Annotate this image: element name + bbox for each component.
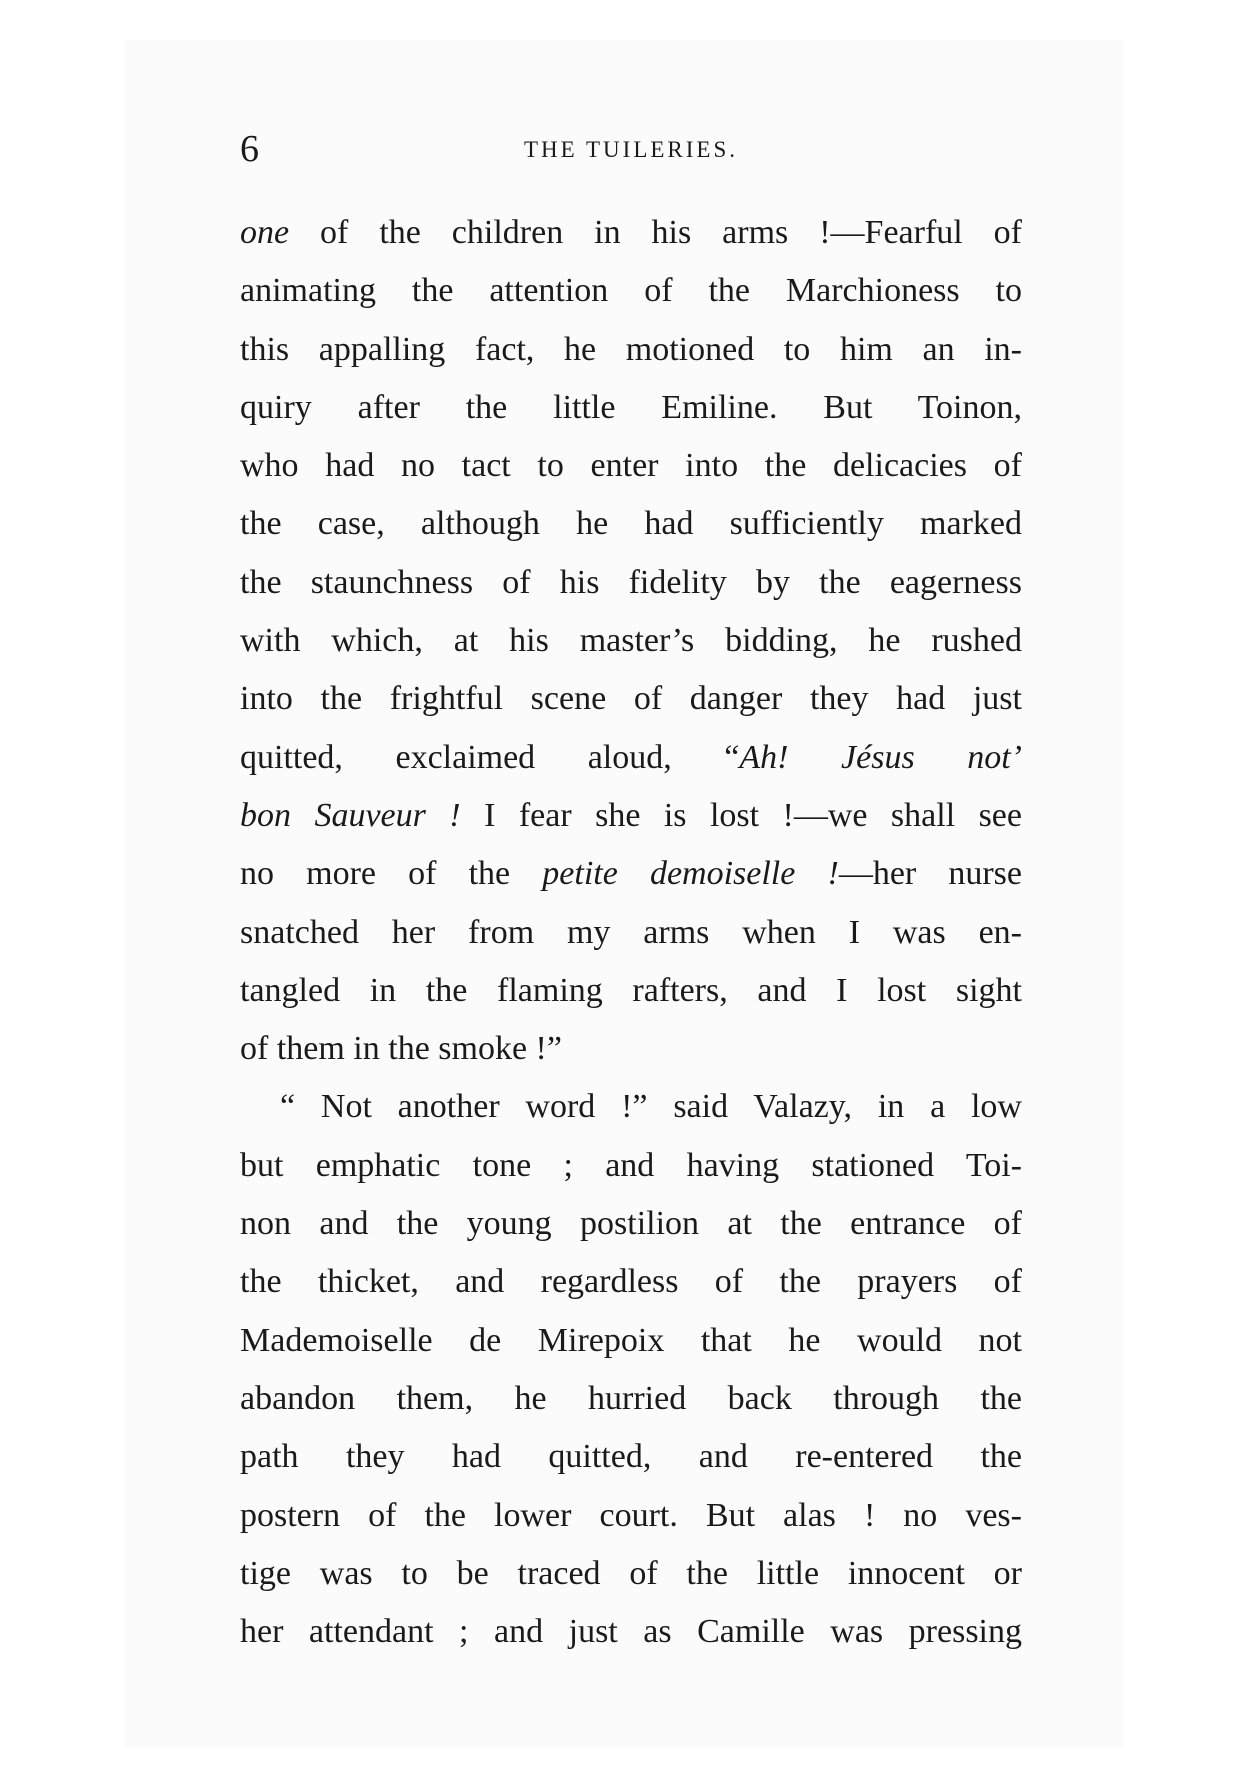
text-line: this appalling fact, he motioned to him an in- bbox=[240, 330, 1022, 368]
text-line: bon Sauveur ! I fear she is lost !—we shall see bbox=[240, 796, 1022, 834]
body-text bbox=[240, 204, 1022, 1661]
running-head: THE TUILERIES. bbox=[523, 137, 739, 162]
text-line: the staunchness of his fidelity by the eagerness bbox=[240, 563, 1022, 601]
text-line: abandon them, he hurried back through the bbox=[240, 1379, 1022, 1417]
page-header bbox=[240, 124, 1022, 174]
text-line: one of the children in his arms !—Fearful of bbox=[240, 214, 1022, 251]
text-line: of them in the smoke !” bbox=[240, 1030, 562, 1068]
text-line: her attendant ; and just as Camille was pressing bbox=[240, 1613, 1022, 1651]
text-line: “ Not another word !” said Valazy, in a low bbox=[280, 1088, 1022, 1126]
text-line: into the frightful scene of danger they had just bbox=[240, 680, 1022, 718]
text-line: non and the young postilion at the entrance of bbox=[240, 1205, 1022, 1243]
text-line: no more of the petite demoiselle !—her nurse bbox=[240, 855, 1022, 893]
text-line: who had no tact to enter into the delicacies of bbox=[240, 447, 1022, 485]
text-line: the thicket, and regardless of the prayers of bbox=[240, 1263, 1022, 1301]
page-number: 6 bbox=[240, 128, 259, 170]
text-line: path they had quitted, and re-entered the bbox=[240, 1438, 1022, 1476]
text-line: postern of the lower court. But alas ! no ves- bbox=[240, 1496, 1022, 1534]
text-line: quiry after the little Emiline. But Toinon, bbox=[240, 388, 1022, 426]
text-line: snatched her from my arms when I was en- bbox=[240, 913, 1022, 951]
text-line: tige was to be traced of the little innocent or bbox=[240, 1554, 1022, 1592]
text-line: tangled in the flaming rafters, and I lost sight bbox=[240, 971, 1022, 1009]
text-line: the case, although he had sufficiently marked bbox=[240, 505, 1022, 543]
text-line: quitted, exclaimed aloud, “Ah! Jésus not’ bbox=[240, 738, 1022, 776]
text-line: animating the attention of the Marchioness to bbox=[240, 272, 1022, 310]
text-line: Mademoiselle de Mirepoix that he would not bbox=[240, 1321, 1022, 1359]
text-line: with which, at his master’s bidding, he rushed bbox=[240, 622, 1022, 660]
text-line: but emphatic tone ; and having stationed Toi- bbox=[240, 1146, 1022, 1184]
